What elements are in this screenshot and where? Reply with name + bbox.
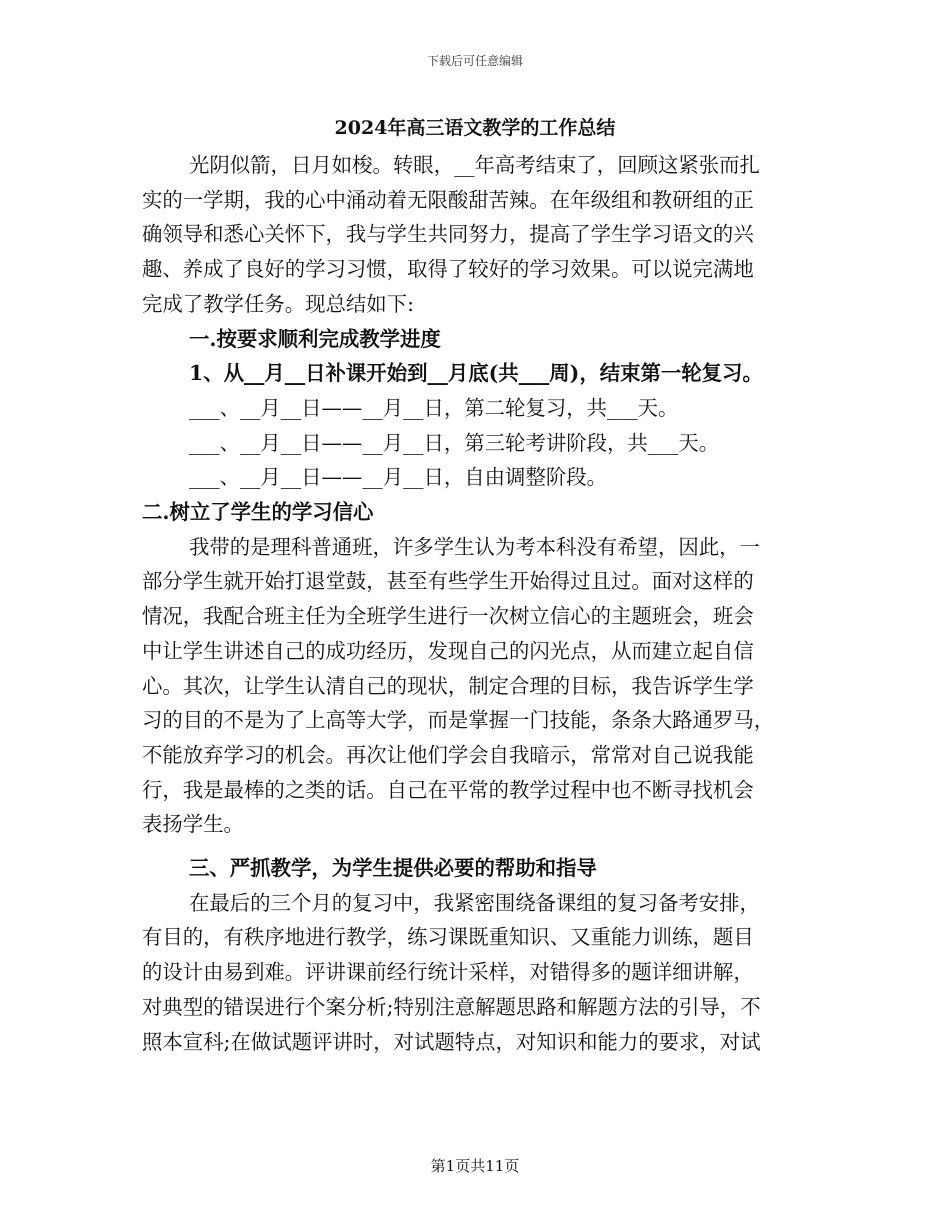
paragraph-line: 趣、养成了良好的学习习惯，取得了较好的学习效果。可以说完满地 bbox=[142, 257, 754, 282]
document-body bbox=[142, 148, 812, 1059]
paragraph-line: 中让学生讲述自己的成功经历，发现自己的闪光点，从而建立起自信 bbox=[142, 638, 754, 663]
paragraph-line: 部分学生就开始打退堂鼓，甚至有些学生开始得过且过。面对这样的 bbox=[142, 569, 754, 594]
paragraph-line: 我带的是理科普通班，许多学生认为考本科没有希望，因此，一 bbox=[189, 534, 760, 559]
schedule-item-heading: 1、从__月__日补课开始到__月底(共___周)，结束第一轮复习。 bbox=[189, 361, 763, 386]
paragraph-line: 习的目的不是为了上高等大学，而是掌握一门技能，条条大路通罗马， bbox=[142, 708, 775, 733]
schedule-item: ___、__月__日——__月__日，自由调整阶段。 bbox=[189, 465, 608, 490]
section-heading: 一.按要求顺利完成教学进度 bbox=[189, 326, 441, 351]
paragraph-line: 完成了教学任务。现总结如下: bbox=[142, 291, 414, 316]
paragraph-line: 在最后的三个月的复习中，我紧密围绕备课组的复习备考安排， bbox=[189, 890, 760, 915]
paragraph-line: 的设计由易到难。评讲课前经行统计采样，对错得多的题详细讲解， bbox=[142, 960, 754, 985]
paragraph-line: 情况，我配合班主任为全班学生进行一次树立信心的主题班会，班会 bbox=[142, 604, 754, 629]
paragraph-line: 确领导和悉心关怀下，我与学生共同努力，提高了学生学习语文的兴 bbox=[142, 222, 754, 247]
section-heading: 二.树立了学生的学习信心 bbox=[142, 500, 374, 525]
document-title: 2024年高三语文教学的工作总结 bbox=[334, 117, 616, 139]
paragraph-line: 照本宣科;在做试题评讲时，对试题特点，对知识和能力的要求，对试 bbox=[142, 1029, 761, 1054]
paragraph-line: 实的一学期，我的心中涌动着无限酸甜苦辣。在年级组和教研组的正 bbox=[142, 187, 754, 212]
paragraph-line: 有目的，有秩序地进行教学，练习课既重知识、又重能力训练，题目 bbox=[142, 925, 754, 950]
paragraph-line: 表扬学生。 bbox=[142, 812, 244, 837]
paragraph-line: 心。其次，让学生认清自己的现状，制定合理的目标，我告诉学生学 bbox=[142, 673, 754, 698]
paragraph-line: 不能放弃学习的机会。再次让他们学会自我暗示，常常对自己说我能 bbox=[142, 742, 754, 767]
paragraph-line: 对典型的错误进行个案分析;特别注意解题思路和解题方法的引导，不 bbox=[142, 994, 761, 1019]
schedule-item: ___、__月__日——__月__日，第三轮考讲阶段，共___天。 bbox=[189, 430, 720, 455]
page-header-note: 下载后可任意编辑 bbox=[426, 54, 523, 68]
paragraph-line: 光阴似箭，日月如梭。转眼，__年高考结束了，回顾这紧张而扎 bbox=[189, 153, 760, 177]
page-number-footer: 第1页共11页 bbox=[430, 1157, 520, 1175]
schedule-item: ___、__月__日——__月__日，第二轮复习，共___天。 bbox=[189, 395, 679, 420]
paragraph-line: 行，我是最棒的之类的话。自己在平常的教学过程中也不断寻找机会 bbox=[142, 777, 754, 802]
section-heading: 三、严抓教学，为学生提供必要的帮助和指导 bbox=[189, 856, 597, 881]
